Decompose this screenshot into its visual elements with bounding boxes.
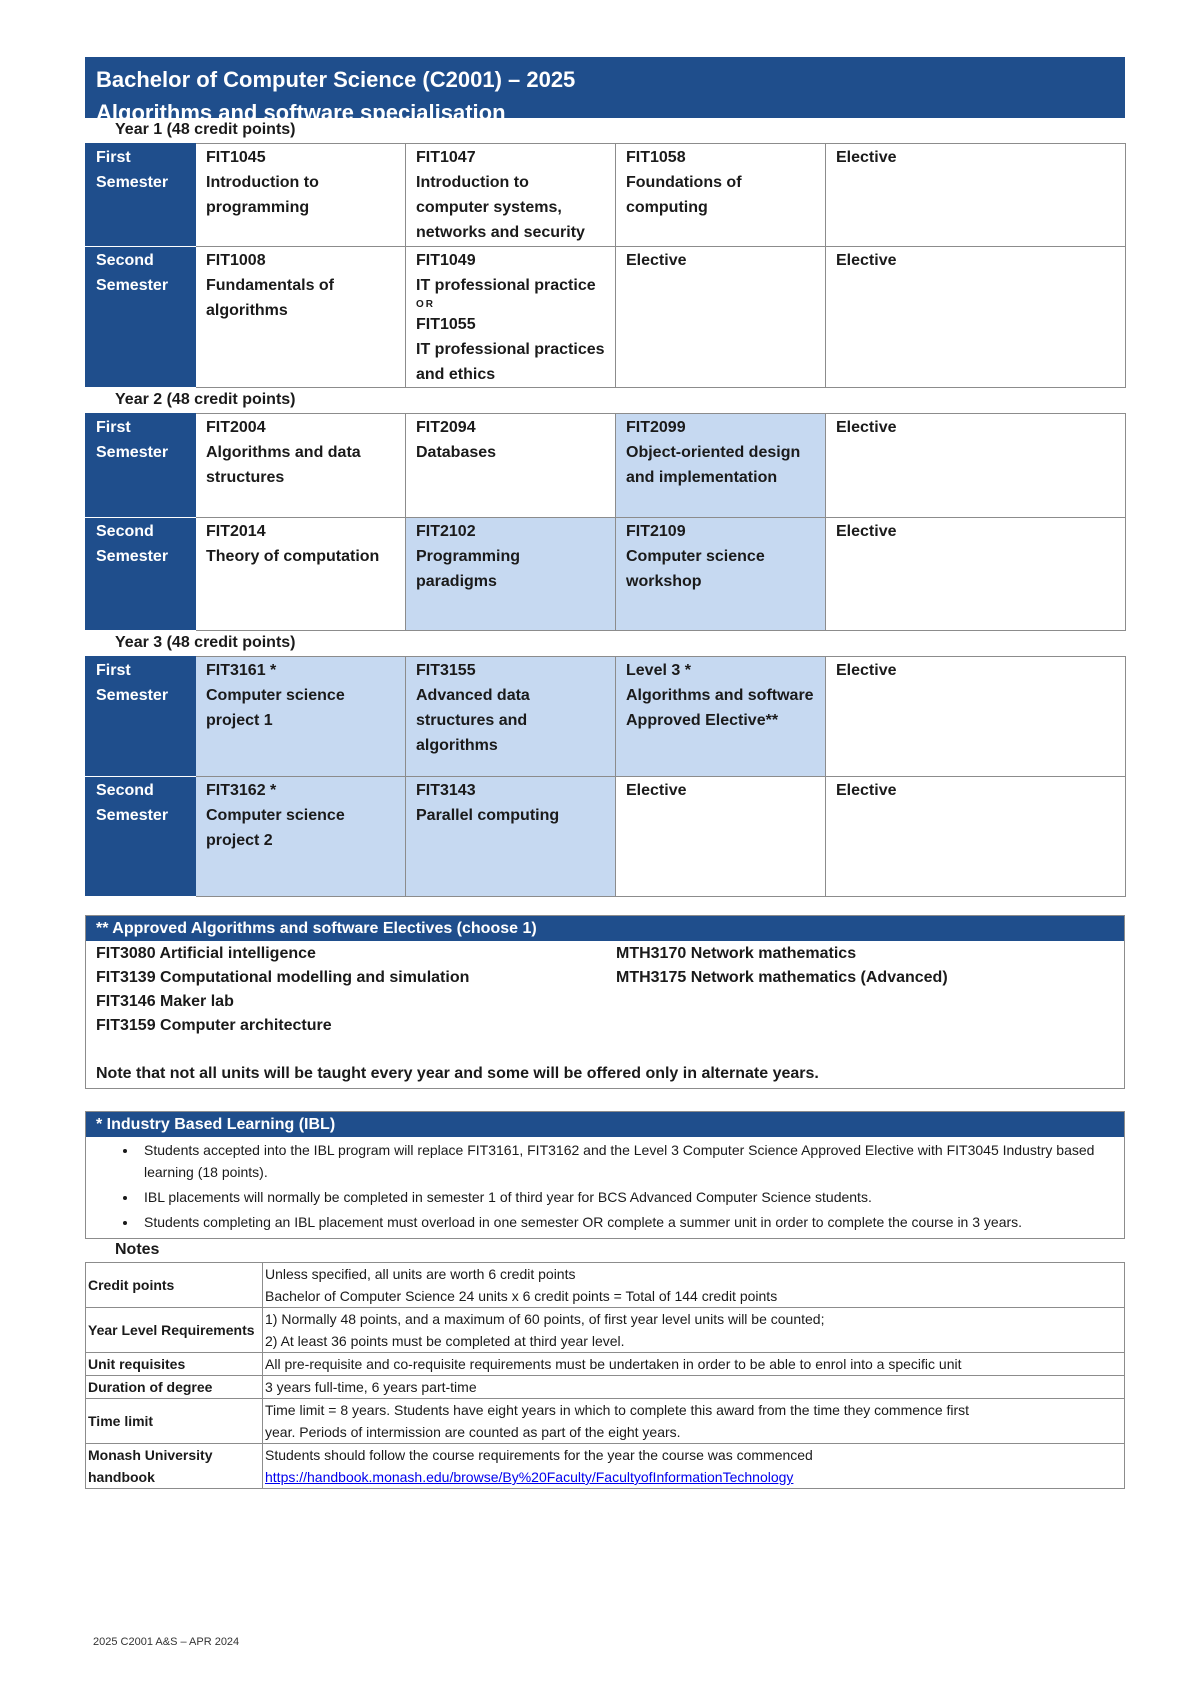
semester-label: First Semester [86,657,196,777]
unit-code: Elective [836,419,897,436]
unit-code: Elective [626,252,687,269]
list-item: FIT3146 Maker lab [96,993,234,1010]
unit-cell-specialisation [616,518,826,631]
unit-cell [406,144,616,247]
unit-title: Databases [416,444,497,461]
approved-electives-heading: ** Approved Algorithms and software Electives (choose 1) [86,916,1124,941]
unit-code: FIT2109 [626,523,686,540]
list-item: MTH3170 Network mathematics [616,945,857,962]
notes-value: 1) Normally 48 points, and a maximum of 60 points, of first year level units will be counted; 2) At least 36 points must be completed at third year level. [263,1308,1125,1353]
notes-key: Monash University handbook [86,1444,263,1489]
availability-note: Note that not all units will be taught every year and some will be offered only in alternate years. [96,1065,819,1082]
unit-code: Elective [836,662,897,679]
unit-cell [826,414,1126,518]
table-row [86,1444,1125,1489]
table-row [86,1353,1125,1376]
unit-cell [406,247,616,388]
unit-title: Algorithms and data structures [206,444,361,486]
unit-code: Level 3 * [626,662,691,679]
unit-code: FIT3162 * [206,782,277,799]
unit-code: Elective [836,523,897,540]
semester-label: Second Semester [86,777,196,897]
list-item: • Students accepted into the IBL program will replace FIT3161, FIT3162 and the Level 3 Computer Science Approved Elective with FIT3045 Industry based learning (18 points). [138,1139,1114,1183]
unit-title: Theory of computation [206,548,380,565]
handbook-link[interactable]: https://handbook.monash.edu/browse/By%20Faculty/FacultyofInformationTechnology [265,1469,794,1485]
unit-cell [826,247,1126,388]
unit-cell-specialisation [406,777,616,897]
unit-cell [616,247,826,388]
unit-code: FIT3143 [416,782,476,799]
course-title: Bachelor of Computer Science (C2001) – 2025 [96,67,576,92]
notes-value: Students should follow the course requirements for the year the course was commenced https://handbook.monash.edu/browse/By%20Faculty/FacultyofInformationTechnology [263,1444,1125,1489]
unit-title: Introduction to programming [206,174,319,216]
unit-code: FIT3161 * [206,662,277,679]
unit-title: Parallel computing [416,807,560,824]
notes-value: 3 years full-time, 6 years part-time [263,1376,1125,1399]
notes-label: Notes [115,1241,160,1258]
semester-label: Second Semester [86,247,196,388]
semester-label: First Semester [86,414,196,518]
unit-cell [826,777,1126,897]
unit-code: FIT1045 [206,149,266,166]
notes-value: All pre-requisite and co-requisite requirements must be undertaken in order to be able to enrol into a specific unit [263,1353,1125,1376]
list-item: FIT3139 Computational modelling and simulation [96,969,470,986]
list-item: • IBL placements will normally be completed in semester 1 of third year for BCS Advanced Computer Science students. [138,1186,1114,1208]
year-2-table [85,413,1126,631]
year-1-table [85,143,1126,388]
unit-code: FIT2004 [206,419,266,436]
unit-title: Advanced data structures and algorithms [416,687,530,754]
year-1-label: Year 1 (48 credit points) [115,121,296,138]
electives-column-1 [96,942,616,1038]
table-row [86,657,1126,777]
specialisation-title: Algorithms and software specialisation [96,100,506,125]
unit-title: IT professional practices and ethics [416,341,605,383]
table-row [86,1399,1125,1444]
list-item: FIT3080 Artificial intelligence [96,945,316,962]
unit-cell-specialisation [196,777,406,897]
notes-key: Time limit [86,1399,263,1444]
unit-code: FIT2099 [626,419,686,436]
notes-value: Unless specified, all units are worth 6 credit points Bachelor of Computer Science 24 units x 6 credit points = Total of 144 credit points [263,1263,1125,1308]
unit-title: Object-oriented design and implementation [626,444,801,486]
year-3-label: Year 3 (48 credit points) [115,634,296,651]
table-row [86,144,1126,247]
unit-title: Fundamentals of algorithms [206,277,335,319]
unit-title: Introduction to computer systems, networks and security [416,174,585,241]
year-3-table [85,656,1126,897]
list-item: • Students completing an IBL placement must overload in one semester OR complete a summer unit in order to complete the course in 3 years. [138,1211,1114,1233]
unit-cell-specialisation [406,657,616,777]
table-row [86,414,1126,518]
unit-cell-specialisation [406,518,616,631]
unit-code: FIT3155 [416,662,476,679]
table-row [86,247,1126,388]
unit-code: FIT1049 [416,252,476,269]
ibl-box [85,1111,1125,1239]
unit-cell [826,518,1126,631]
unit-cell [196,518,406,631]
semester-label: First Semester [86,144,196,247]
page-footer: 2025 C2001 A&S – APR 2024 [93,1636,240,1648]
semester-label: Second Semester [86,518,196,631]
unit-cell-specialisation [616,657,826,777]
year-2-label: Year 2 (48 credit points) [115,391,296,408]
unit-code: Elective [836,252,897,269]
unit-code: FIT2014 [206,523,266,540]
unit-code: FIT1008 [206,252,266,269]
notes-key: Credit points [86,1263,263,1308]
unit-cell-specialisation [616,414,826,518]
table-row [86,518,1126,631]
table-row [86,1308,1125,1353]
course-map-page [85,57,1125,1489]
or-separator: OR [416,299,435,310]
list-item: MTH3175 Network mathematics (Advanced) [616,969,948,986]
ibl-heading: * Industry Based Learning (IBL) [86,1112,1124,1137]
unit-code: FIT1047 [416,149,476,166]
notes-key: Unit requisites [86,1353,263,1376]
unit-cell-specialisation [196,657,406,777]
unit-code: Elective [626,782,687,799]
unit-title: Programming paradigms [416,548,521,590]
unit-title: Algorithms and software Approved Elective** [626,687,814,729]
unit-code: FIT2094 [416,419,476,436]
notes-table [85,1262,1125,1489]
notes-value: Time limit = 8 years. Students have eight years in which to complete this award from the time they commence first year. Periods of intermission are counted as part of the eight years. [263,1399,1125,1444]
table-row [86,777,1126,897]
unit-code: Elective [836,149,897,166]
unit-code: FIT1055 [416,316,476,333]
unit-cell [826,657,1126,777]
unit-code: FIT1058 [626,149,686,166]
notes-key: Duration of degree [86,1376,263,1399]
list-item: FIT3159 Computer architecture [96,1017,332,1034]
unit-cell [826,144,1126,247]
unit-title: Foundations of computing [626,174,742,216]
unit-cell [196,414,406,518]
unit-cell [196,247,406,388]
notes-key: Year Level Requirements [86,1308,263,1353]
table-row [86,1376,1125,1399]
unit-code: Elective [836,782,897,799]
unit-title: Computer science project 1 [206,687,345,729]
unit-cell [616,777,826,897]
approved-electives-box [85,915,1125,1089]
unit-title: Computer science workshop [626,548,765,590]
unit-cell [616,144,826,247]
course-title-banner [85,57,1125,125]
unit-cell [406,414,616,518]
unit-code: FIT2102 [416,523,476,540]
electives-column-2 [616,942,1096,1038]
unit-title: IT professional practice [416,277,596,294]
unit-title: Computer science project 2 [206,807,345,849]
unit-cell [196,144,406,247]
table-row [86,1263,1125,1308]
